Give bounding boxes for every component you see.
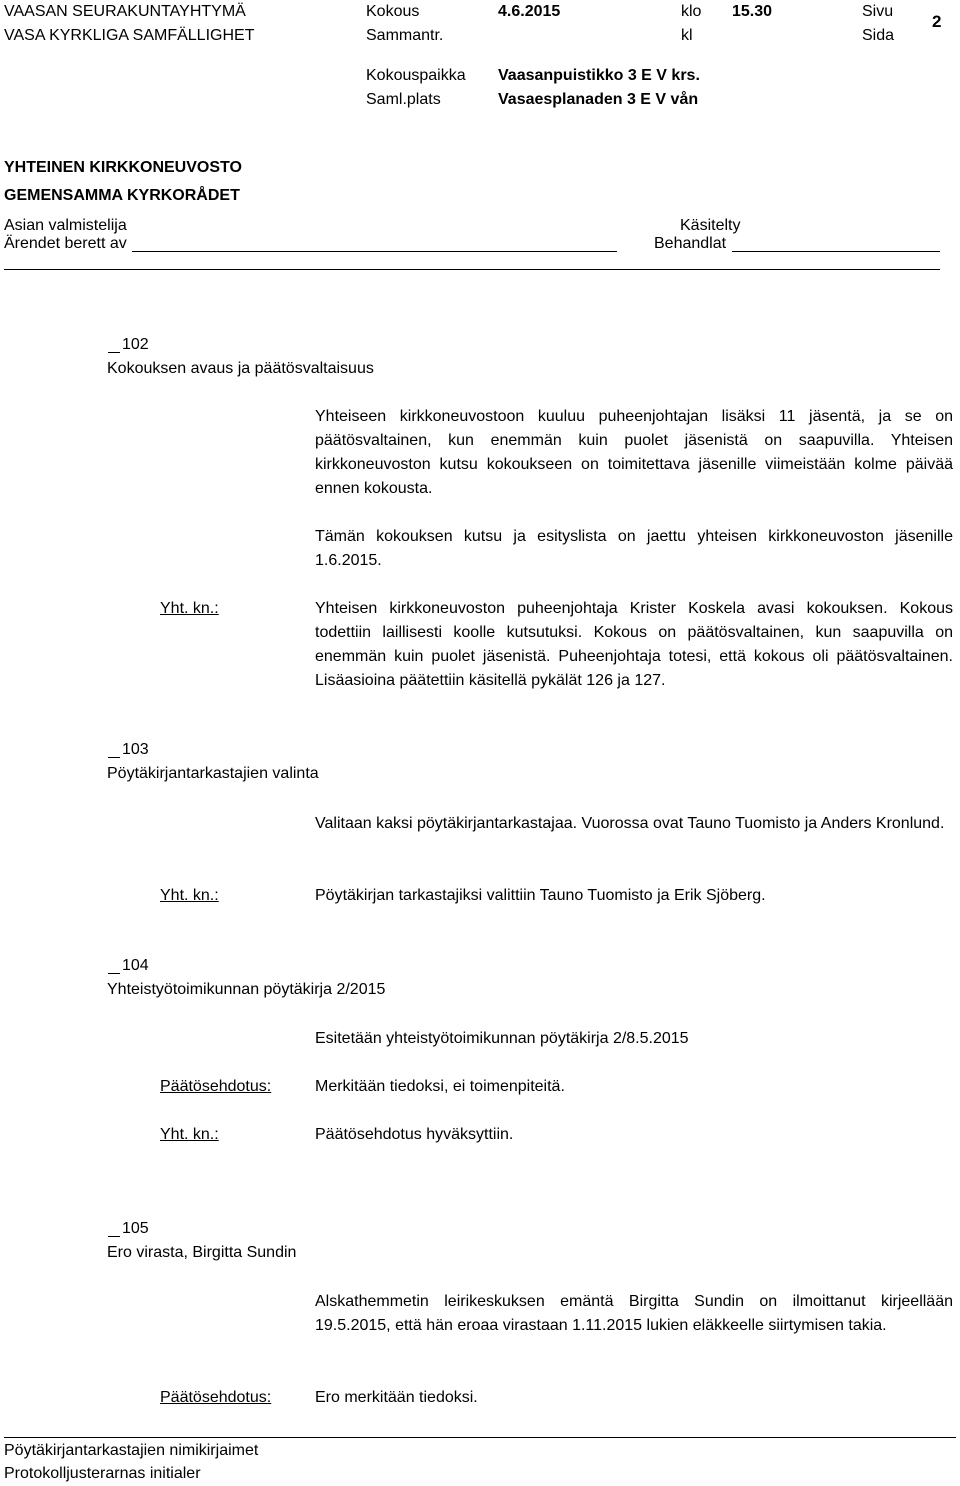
- page-number: 2: [932, 12, 942, 31]
- place-fi: Vaasanpuistikko 3 E V krs.: [498, 67, 700, 84]
- time-label-fi: klo: [681, 3, 702, 20]
- handled-line: [732, 251, 940, 252]
- section-mark: [108, 1236, 120, 1237]
- section-title: Ero virasta, Birgitta Sundin: [107, 1244, 297, 1261]
- initials-label-fi: Pöytäkirjantarkastajien nimikirjaimet: [4, 1442, 259, 1459]
- initials-label-sv: Protokolljusterarnas initialer: [4, 1465, 201, 1482]
- page-label-fi: Sivu: [862, 3, 894, 20]
- decision-label: Yht. kn.:: [160, 1126, 219, 1143]
- meeting-label-fi: Kokous: [366, 3, 420, 20]
- section-paragraph: Yhteiseen kirkkoneuvostoon kuuluu puheenjohtajan lisäksi 11 jäsentä, ja se on päätösvaltainen, kun enemmän kuin puolet jäsenistä on saapuvilla. Yhteisen kirkkoneuvoston kutsu kokoukseen on toimitettava jäsenille viimeistään kolme päivää ennen kokousta.: [315, 408, 953, 497]
- place-sv: Vasaesplanaden 3 E V vån: [498, 91, 699, 108]
- org-name-fi: VAASAN SEURAKUNTAYHTYMÄ: [4, 3, 246, 20]
- section-mark: [108, 973, 120, 974]
- place-label-sv: Saml.plats: [366, 91, 441, 108]
- board-name-sv: GEMENSAMMA KYRKORÅDET: [4, 187, 240, 204]
- meeting-date: 4.6.2015: [498, 3, 561, 20]
- board-name-fi: YHTEINEN KIRKKONEUVOSTO: [4, 159, 242, 176]
- section-title: Yhteistyötoimikunnan pöytäkirja 2/2015: [107, 981, 386, 998]
- proposal-text: Merkitään tiedoksi, ei toimenpiteitä.: [315, 1078, 565, 1095]
- decision-text: Yhteisen kirkkoneuvoston puheenjohtaja Krister Koskela avasi kokouksen. Kokous todettiin laillisesti koolle kutsutuksi. Kokous on päätösvaltainen, kun saapuvilla on enemmän kuin puolet jäsenistä. Puheenjohtaja totesi, että kokous oli päätösvaltainen. Lisäasioina päätettiin käsitellä pykälät 126 ja 127.: [315, 600, 953, 689]
- handled-label-fi: Käsitelty: [680, 217, 741, 234]
- org-name-sv: VASA KYRKLIGA SAMFÄLLIGHET: [4, 27, 255, 44]
- proposal-text: Ero merkitään tiedoksi.: [315, 1389, 478, 1406]
- decision-text: Päätösehdotus hyväksyttiin.: [315, 1126, 514, 1143]
- section-paragraph: Tämän kokouksen kutsu ja esityslista on jaettu yhteisen kirkkoneuvoston jäsenille 1.6.2015.: [315, 528, 953, 569]
- place-label-fi: Kokouspaikka: [366, 67, 466, 84]
- prepared-by-label-sv: Ärendet berett av: [4, 235, 127, 252]
- meeting-time: 15.30: [732, 3, 773, 20]
- time-label-sv: kl: [681, 27, 693, 44]
- section-number: 102: [122, 336, 149, 353]
- decision-text: Pöytäkirjan tarkastajiksi valittiin Tauno Tuomisto ja Erik Sjöberg.: [315, 887, 766, 904]
- page-label-sv: Sida: [862, 27, 895, 44]
- section-number: 103: [122, 741, 149, 758]
- section-mark: [108, 352, 120, 353]
- meeting-label-sv: Sammantr.: [366, 27, 444, 44]
- section-paragraph: Alskathemmetin leirikeskuksen emäntä Birgitta Sundin on ilmoittanut kirjeellään 19.5.2015, että hän eroaa virastaan 1.11.2015 lukien eläkkeelle siirtymisen takia.: [315, 1293, 953, 1334]
- section-paragraph: Valitaan kaksi pöytäkirjantarkastajaa. Vuorossa ovat Tauno Tuomisto ja Anders Kronlund.: [315, 815, 945, 832]
- section-paragraph: Esitetään yhteistyötoimikunnan pöytäkirja 2/8.5.2015: [315, 1030, 689, 1047]
- handled-label-sv: Behandlat: [654, 235, 727, 252]
- prepared-by-line: [132, 251, 617, 252]
- section-number: 105: [122, 1220, 149, 1237]
- footer-divider: [4, 1437, 956, 1438]
- decision-label: Yht. kn.:: [160, 600, 219, 617]
- decision-label: Yht. kn.:: [160, 887, 219, 904]
- proposal-label: Päätösehdotus:: [160, 1078, 272, 1095]
- header-divider: [4, 269, 940, 270]
- section-number: 104: [122, 957, 149, 974]
- proposal-label: Päätösehdotus:: [160, 1389, 272, 1406]
- prepared-by-label-fi: Asian valmistelija: [4, 217, 127, 234]
- section-title: Pöytäkirjantarkastajien valinta: [107, 765, 319, 782]
- section-title: Kokouksen avaus ja päätösvaltaisuus: [107, 360, 374, 377]
- section-mark: [108, 757, 120, 758]
